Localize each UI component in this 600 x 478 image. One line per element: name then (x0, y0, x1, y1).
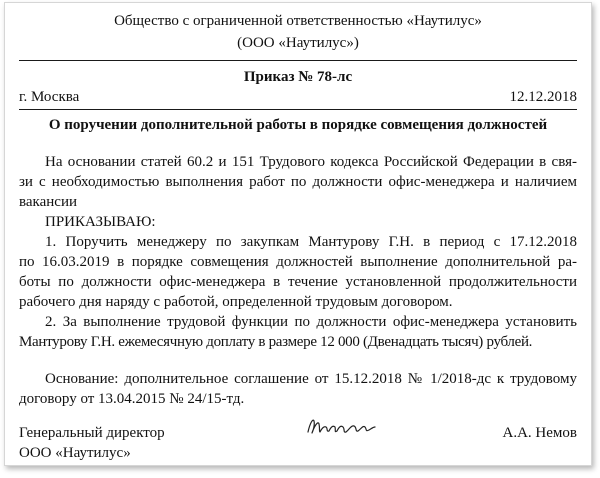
order-word: ПРИКАЗЫВАЮ: (45, 214, 156, 230)
signer-name: А.А. Немов (502, 425, 577, 441)
order-document (4, 2, 592, 466)
basis-line: вакансии (19, 194, 78, 210)
basis-line: На основании статей 60.2 и 151 Трудового кодекса Российской Федерации в свя- (45, 154, 577, 170)
signer-position: Генеральный директор (19, 425, 165, 441)
item2-line: 2. За выполнение трудовой функции по должности офис-менеджера установить (45, 314, 577, 330)
header-divider-top (19, 60, 577, 61)
item1-line: рабочего дня наряду с работой, определенной трудовым договором. (19, 294, 453, 310)
grounds-line: договору от 13.04.2015 № 24/15-тд. (19, 391, 245, 407)
organization-short-name: (ООО «Наутилус») (237, 35, 359, 51)
order-date: 12.12.2018 (509, 89, 577, 105)
organization-full-name: Общество с ограниченной ответственностью «Наутилус» (114, 13, 482, 29)
order-title: Приказ № 78-лс (243, 69, 353, 85)
order-city: г. Москва (19, 89, 80, 105)
item1-line: 1. Поручить менеджеру по закупкам Мантурову Г.Н. в период с 17.12.2018 (45, 234, 577, 250)
item1-line: по 16.03.2019 в порядке совмещения должностей выполнение дополнительной ра- (19, 254, 577, 270)
handwritten-signature (305, 415, 377, 437)
item2-line: Мантурову Г.Н. ежемесячную доплату в размере 12 000 (Двенадцать тысяч) рублей. (19, 334, 533, 350)
order-subject: О поручении дополнительной работы в порядке совмещения должностей (48, 117, 548, 133)
item1-line: боты по должности офис-менеджера в течение установленной продолжительности (19, 274, 577, 290)
basis-line: зи с необходимостью выполнения работ по должности офис-менеджера и наличием (19, 174, 577, 190)
grounds-line: Основание: дополнительное соглашение от 15.12.2018 № 1/2018-дс к трудовому (45, 371, 577, 387)
signer-organization: ООО «Наутилус» (19, 445, 131, 461)
header-divider-bottom (19, 109, 577, 110)
